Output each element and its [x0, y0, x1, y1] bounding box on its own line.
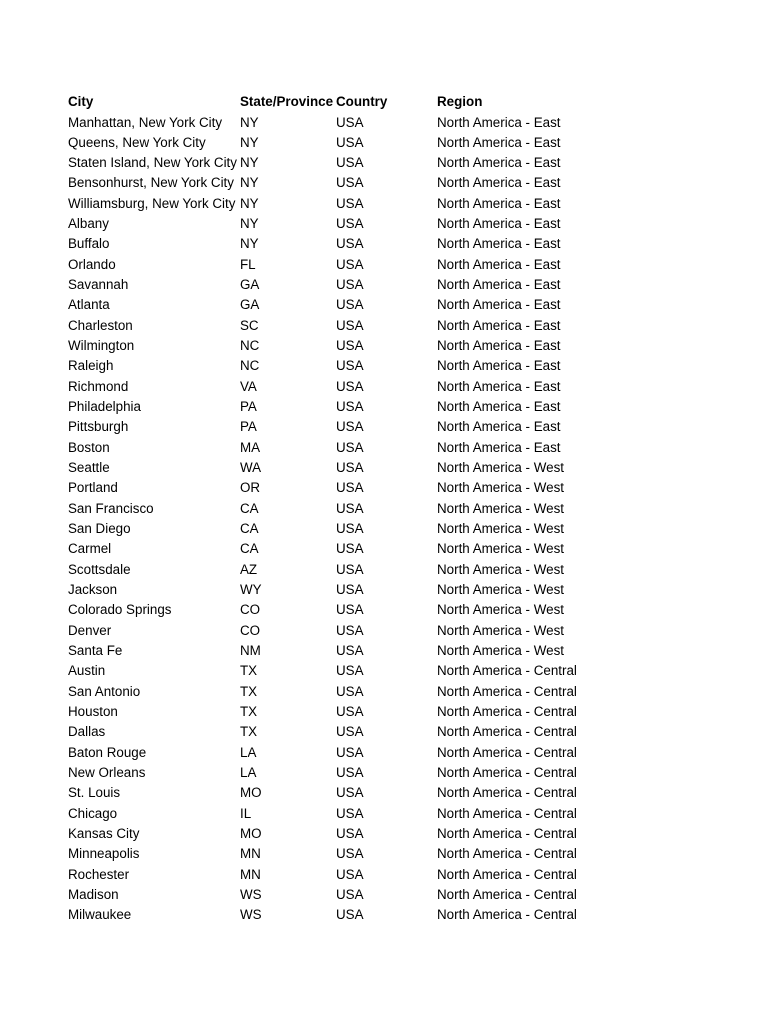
cell-region: North America - Central	[437, 846, 577, 862]
cell-region: North America - Central	[437, 744, 577, 760]
cell-city: Richmond	[68, 378, 129, 394]
cell-state-province: SC	[240, 317, 259, 333]
cell-state-province: NY	[240, 134, 259, 150]
cell-region: North America - Central	[437, 826, 577, 842]
table-row	[0, 377, 768, 397]
table-row	[0, 560, 768, 580]
cell-state-province: TX	[240, 704, 258, 720]
cell-region: North America - East	[437, 399, 561, 415]
column-header-country: Country	[336, 94, 388, 109]
cell-country: USA	[336, 826, 364, 842]
cell-city: Jackson	[68, 582, 118, 598]
table-row	[0, 824, 768, 844]
cell-city: San Francisco	[68, 500, 154, 516]
table-row	[0, 641, 768, 661]
cell-region: North America - Central	[437, 683, 577, 699]
cell-country: USA	[336, 134, 364, 150]
cell-state-province: NY	[240, 175, 259, 191]
table-row	[0, 133, 768, 153]
cell-city: Savannah	[68, 277, 129, 293]
cell-region: North America - West	[437, 622, 564, 638]
cell-city: Buffalo	[68, 236, 110, 252]
cell-country: USA	[336, 744, 364, 760]
cell-state-province: WA	[240, 460, 262, 476]
cell-city: Carmel	[68, 541, 112, 557]
cell-region: North America - West	[437, 643, 564, 659]
cell-region: North America - Central	[437, 907, 577, 923]
table-row	[0, 519, 768, 539]
cell-state-province: WS	[240, 907, 262, 923]
cell-state-province: AZ	[240, 561, 258, 577]
table-row	[0, 844, 768, 864]
cell-city: Raleigh	[68, 358, 114, 374]
cell-city: Wilmington	[68, 338, 135, 354]
cell-region: North America - East	[437, 236, 561, 252]
table-row	[0, 905, 768, 925]
cell-state-province: CA	[240, 541, 259, 557]
cell-region: North America - West	[437, 602, 564, 618]
cell-state-province: CA	[240, 521, 259, 537]
cell-state-province: CO	[240, 622, 261, 638]
cell-city: Portland	[68, 480, 118, 496]
cell-region: North America - East	[437, 134, 561, 150]
cell-country: USA	[336, 724, 364, 740]
table-row	[0, 194, 768, 214]
cell-region: North America - East	[437, 175, 561, 191]
table-row	[0, 295, 768, 315]
cell-state-province: MN	[240, 866, 261, 882]
cell-country: USA	[336, 277, 364, 293]
cell-region: North America - West	[437, 521, 564, 537]
table-row	[0, 214, 768, 234]
table-row	[0, 499, 768, 519]
cell-city: Albany	[68, 216, 109, 232]
cell-city: Austin	[68, 663, 106, 679]
cell-country: USA	[336, 297, 364, 313]
cell-state-province: WY	[240, 582, 262, 598]
table-row	[0, 763, 768, 783]
cell-country: USA	[336, 765, 364, 781]
cell-state-province: NM	[240, 643, 261, 659]
cell-state-province: NY	[240, 216, 259, 232]
cell-country: USA	[336, 663, 364, 679]
cell-country: USA	[336, 155, 364, 171]
cell-state-province: MO	[240, 785, 262, 801]
cell-state-province: FL	[240, 256, 256, 272]
cell-country: USA	[336, 602, 364, 618]
table-row	[0, 417, 768, 437]
cell-state-province: NY	[240, 155, 259, 171]
cell-city: Madison	[68, 887, 119, 903]
table-row	[0, 356, 768, 376]
cell-country: USA	[336, 561, 364, 577]
table-header-row	[0, 92, 768, 112]
table-row	[0, 458, 768, 478]
cell-city: St. Louis	[68, 785, 121, 801]
table-row	[0, 865, 768, 885]
cell-country: USA	[336, 460, 364, 476]
table-row	[0, 438, 768, 458]
cell-country: USA	[336, 622, 364, 638]
cell-region: North America - East	[437, 114, 561, 130]
cell-city: Chicago	[68, 805, 118, 821]
table-row	[0, 173, 768, 193]
cell-region: North America - East	[437, 378, 561, 394]
column-header-city: City	[68, 94, 94, 109]
cell-region: North America - West	[437, 460, 564, 476]
cell-country: USA	[336, 887, 364, 903]
cell-city: Atlanta	[68, 297, 110, 313]
cell-city: Kansas City	[68, 826, 140, 842]
table-row	[0, 316, 768, 336]
cell-country: USA	[336, 399, 364, 415]
cell-state-province: IL	[240, 805, 252, 821]
table-row	[0, 397, 768, 417]
cell-city: Boston	[68, 439, 110, 455]
cell-country: USA	[336, 256, 364, 272]
cell-city: Baton Rouge	[68, 744, 147, 760]
cell-state-province: LA	[240, 744, 257, 760]
cell-city: Pittsburgh	[68, 419, 129, 435]
cell-country: USA	[336, 338, 364, 354]
cell-region: North America - Central	[437, 866, 577, 882]
column-header-region: Region	[437, 94, 483, 109]
table-row	[0, 255, 768, 275]
table-row	[0, 234, 768, 254]
cell-state-province: TX	[240, 663, 258, 679]
cell-region: North America - Central	[437, 765, 577, 781]
table-row	[0, 743, 768, 763]
cell-country: USA	[336, 805, 364, 821]
cell-region: North America - East	[437, 338, 561, 354]
cell-state-province: NY	[240, 236, 259, 252]
table-row	[0, 539, 768, 559]
cell-region: North America - Central	[437, 724, 577, 740]
cell-state-province: TX	[240, 683, 258, 699]
table-row	[0, 113, 768, 133]
table-row	[0, 600, 768, 620]
cell-country: USA	[336, 643, 364, 659]
cell-city: Santa Fe	[68, 643, 123, 659]
table-row	[0, 885, 768, 905]
cell-country: USA	[336, 175, 364, 191]
cell-country: USA	[336, 846, 364, 862]
cell-region: North America - West	[437, 582, 564, 598]
table-row	[0, 275, 768, 295]
table-row	[0, 621, 768, 641]
cell-country: USA	[336, 785, 364, 801]
table-row	[0, 661, 768, 681]
cell-state-province: MA	[240, 439, 261, 455]
cell-city: Charleston	[68, 317, 133, 333]
cell-country: USA	[336, 907, 364, 923]
cell-country: USA	[336, 358, 364, 374]
cell-state-province: NY	[240, 195, 259, 211]
cell-region: North America - East	[437, 256, 561, 272]
table-row	[0, 702, 768, 722]
cell-region: North America - West	[437, 541, 564, 557]
cell-region: North America - East	[437, 439, 561, 455]
cell-country: USA	[336, 866, 364, 882]
cell-city: Dallas	[68, 724, 106, 740]
cell-state-province: NC	[240, 358, 260, 374]
table-row	[0, 682, 768, 702]
cell-region: North America - West	[437, 561, 564, 577]
cell-city: Minneapolis	[68, 846, 140, 862]
cell-city: Orlando	[68, 256, 116, 272]
cell-country: USA	[336, 582, 364, 598]
cell-country: USA	[336, 480, 364, 496]
cell-city: New Orleans	[68, 765, 146, 781]
cell-region: North America - East	[437, 277, 561, 293]
cell-region: North America - West	[437, 500, 564, 516]
cell-state-province: CA	[240, 500, 259, 516]
cell-region: North America - East	[437, 155, 561, 171]
cell-region: North America - Central	[437, 785, 577, 801]
cell-country: USA	[336, 114, 364, 130]
cell-state-province: PA	[240, 399, 257, 415]
cell-state-province: CO	[240, 602, 261, 618]
cell-country: USA	[336, 378, 364, 394]
cell-state-province: PA	[240, 419, 257, 435]
cell-region: North America - West	[437, 480, 564, 496]
cell-city: Houston	[68, 704, 118, 720]
cell-city: Denver	[68, 622, 112, 638]
cell-country: USA	[336, 521, 364, 537]
cell-city: Colorado Springs	[68, 602, 172, 618]
cell-region: North America - East	[437, 216, 561, 232]
cell-city: Williamsburg, New York City	[68, 195, 236, 211]
cell-city: Bensonhurst, New York City	[68, 175, 234, 191]
cell-region: North America - Central	[437, 887, 577, 903]
table-row	[0, 478, 768, 498]
cell-city: Manhattan, New York City	[68, 114, 223, 130]
cell-country: USA	[336, 500, 364, 516]
cell-city: San Diego	[68, 521, 131, 537]
cell-state-province: OR	[240, 480, 261, 496]
table-row	[0, 336, 768, 356]
cell-state-province: WS	[240, 887, 262, 903]
table-row	[0, 804, 768, 824]
cell-city: Milwaukee	[68, 907, 132, 923]
column-header-state-province: State/Province	[240, 94, 334, 109]
cell-state-province: GA	[240, 297, 260, 313]
cell-city: Philadelphia	[68, 399, 141, 415]
cell-country: USA	[336, 704, 364, 720]
cell-country: USA	[336, 236, 364, 252]
table-row	[0, 153, 768, 173]
cell-state-province: VA	[240, 378, 257, 394]
cell-region: North America - Central	[437, 704, 577, 720]
cell-state-province: MO	[240, 826, 262, 842]
cell-region: North America - East	[437, 419, 561, 435]
cell-country: USA	[336, 317, 364, 333]
cell-state-province: NY	[240, 114, 259, 130]
cell-state-province: LA	[240, 765, 257, 781]
cell-city: Scottsdale	[68, 561, 131, 577]
cell-city: Queens, New York City	[68, 134, 206, 150]
cell-state-province: TX	[240, 724, 258, 740]
table-row	[0, 722, 768, 742]
cell-city: Rochester	[68, 866, 130, 882]
cell-region: North America - East	[437, 297, 561, 313]
cell-country: USA	[336, 195, 364, 211]
cell-state-province: NC	[240, 338, 260, 354]
cell-country: USA	[336, 419, 364, 435]
cell-region: North America - East	[437, 358, 561, 374]
table-row	[0, 783, 768, 803]
cell-country: USA	[336, 439, 364, 455]
cell-region: North America - East	[437, 317, 561, 333]
cell-region: North America - East	[437, 195, 561, 211]
cell-city: Staten Island, New York City	[68, 155, 237, 171]
cell-country: USA	[336, 683, 364, 699]
cell-state-province: MN	[240, 846, 261, 862]
table-row	[0, 580, 768, 600]
cell-country: USA	[336, 216, 364, 232]
cell-city: San Antonio	[68, 683, 141, 699]
cell-state-province: GA	[240, 277, 260, 293]
cell-region: North America - Central	[437, 805, 577, 821]
cell-city: Seattle	[68, 460, 110, 476]
cell-region: North America - Central	[437, 663, 577, 679]
cell-country: USA	[336, 541, 364, 557]
